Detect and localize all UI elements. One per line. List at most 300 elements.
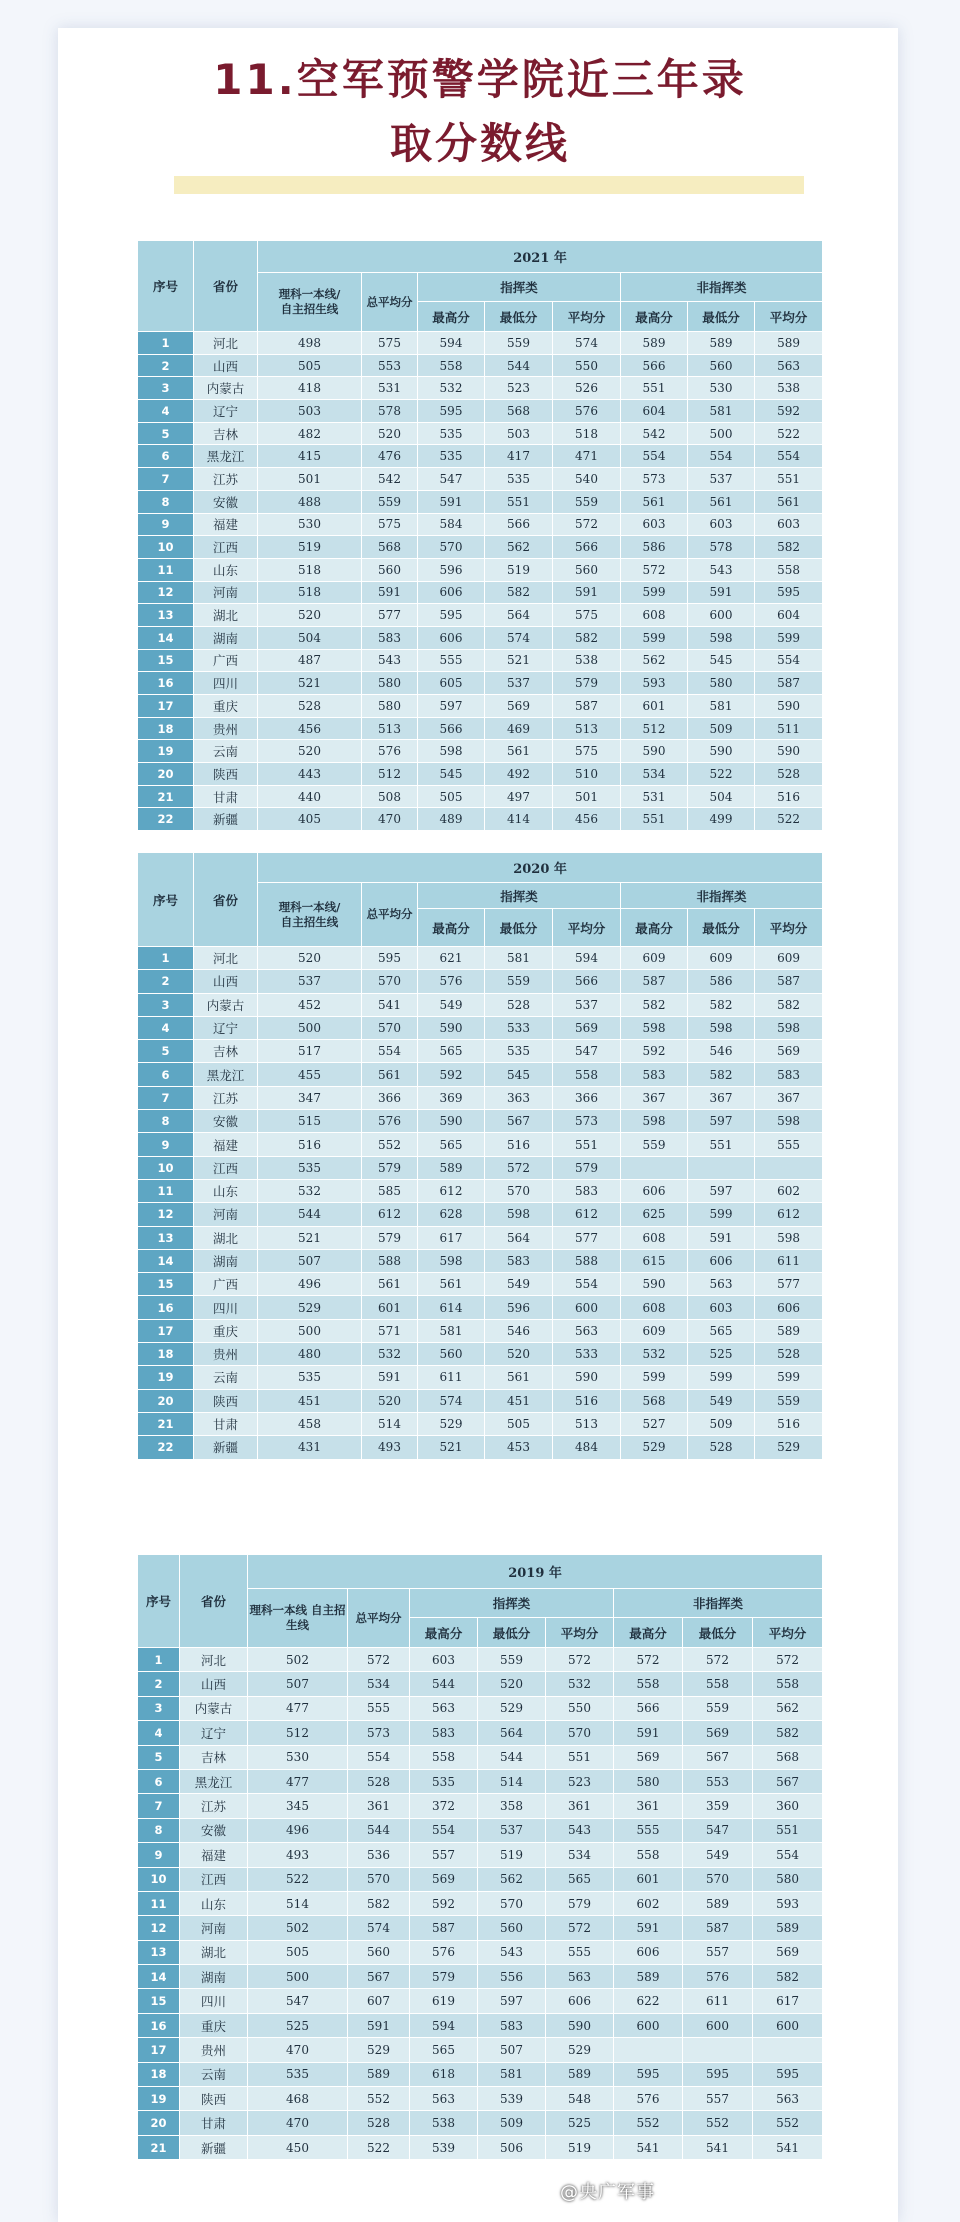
province-cell: 山东 xyxy=(180,1891,248,1915)
avg-total-cell: 366 xyxy=(362,1086,418,1109)
command-avg-cell: 576 xyxy=(553,400,621,423)
row-index-cell: 22 xyxy=(138,808,194,831)
province-cell: 湖北 xyxy=(180,1940,248,1964)
noncommand-avg-cell xyxy=(753,2038,823,2062)
command-avg-cell: 573 xyxy=(553,1110,621,1133)
command-min-cell: 581 xyxy=(485,947,553,970)
header-min: 最低分 xyxy=(485,302,553,332)
command-min-cell: 417 xyxy=(485,445,553,468)
command-min-cell: 363 xyxy=(485,1086,553,1109)
noncommand-min-cell: 557 xyxy=(683,2087,753,2111)
row-index-cell: 18 xyxy=(138,2062,180,2086)
command-max-cell: 535 xyxy=(410,1769,478,1793)
command-avg-cell: 547 xyxy=(553,1040,621,1063)
province-cell: 福建 xyxy=(194,1133,258,1156)
noncommand-avg-cell: 558 xyxy=(753,1672,823,1696)
table-row xyxy=(138,1891,823,1915)
command-avg-cell: 526 xyxy=(553,377,621,400)
command-max-cell: 612 xyxy=(418,1179,485,1202)
line-score-cell: 502 xyxy=(248,1648,348,1672)
province-cell: 重庆 xyxy=(180,2013,248,2037)
row-index-cell: 19 xyxy=(138,2087,180,2111)
command-min-cell: 358 xyxy=(478,1794,546,1818)
row-index-cell: 3 xyxy=(138,377,194,400)
noncommand-max-cell: 558 xyxy=(614,1672,683,1696)
avg-total-cell: 576 xyxy=(362,740,418,763)
command-max-cell: 574 xyxy=(418,1389,485,1412)
province-cell: 河南 xyxy=(194,581,258,604)
avg-total-cell: 577 xyxy=(362,604,418,627)
province-cell: 四川 xyxy=(194,1296,258,1319)
row-index-cell: 9 xyxy=(138,513,194,536)
avg-total-cell: 561 xyxy=(362,1273,418,1296)
noncommand-min-cell: 581 xyxy=(688,400,755,423)
command-min-cell: 492 xyxy=(485,763,553,786)
line-score-cell: 514 xyxy=(248,1891,348,1915)
table-row xyxy=(138,1086,823,1109)
line-score-cell: 525 xyxy=(248,2013,348,2037)
row-index-cell: 13 xyxy=(138,1940,180,1964)
command-avg-cell: 523 xyxy=(546,1769,614,1793)
header-min: 最低分 xyxy=(478,1618,546,1648)
avg-total-cell: 543 xyxy=(362,649,418,672)
line-score-cell: 518 xyxy=(258,581,362,604)
line-score-cell: 532 xyxy=(258,1179,362,1202)
noncommand-avg-cell: 599 xyxy=(755,1366,823,1389)
noncommand-min-cell: 559 xyxy=(683,1696,753,1720)
noncommand-max-cell: 608 xyxy=(621,604,688,627)
command-max-cell: 547 xyxy=(418,468,485,491)
table-row xyxy=(138,445,823,468)
table-row xyxy=(138,1916,823,1940)
noncommand-min-cell: 569 xyxy=(683,1721,753,1745)
row-index-cell: 15 xyxy=(138,1989,180,2013)
table-row xyxy=(138,1156,823,1179)
noncommand-min-cell: 599 xyxy=(688,1203,755,1226)
command-max-cell: 489 xyxy=(418,808,485,831)
command-avg-cell: 366 xyxy=(553,1086,621,1109)
command-max-cell: 614 xyxy=(418,1296,485,1319)
noncommand-min-cell: 582 xyxy=(688,993,755,1016)
noncommand-avg-cell: 559 xyxy=(755,1389,823,1412)
province-cell: 湖南 xyxy=(194,1249,258,1272)
command-max-cell: 529 xyxy=(418,1412,485,1435)
command-avg-cell: 587 xyxy=(553,695,621,718)
avg-total-cell: 544 xyxy=(348,1818,410,1842)
noncommand-min-cell: 509 xyxy=(688,1412,755,1435)
command-max-cell: 587 xyxy=(410,1916,478,1940)
command-min-cell: 529 xyxy=(478,1696,546,1720)
header-avg: 平均分 xyxy=(755,909,823,947)
header-max: 最高分 xyxy=(621,909,688,947)
command-max-cell: 558 xyxy=(418,354,485,377)
command-max-cell: 592 xyxy=(418,1063,485,1086)
line-score-cell: 544 xyxy=(258,1203,362,1226)
command-avg-cell: 591 xyxy=(553,581,621,604)
command-max-cell: 561 xyxy=(418,1273,485,1296)
noncommand-avg-cell: 367 xyxy=(755,1086,823,1109)
noncommand-avg-cell xyxy=(755,1156,823,1179)
noncommand-max-cell: 603 xyxy=(621,513,688,536)
command-max-cell: 579 xyxy=(410,1965,478,1989)
province-cell: 江苏 xyxy=(194,1086,258,1109)
noncommand-max-cell: 582 xyxy=(621,993,688,1016)
command-min-cell: 503 xyxy=(485,422,553,445)
table-row xyxy=(138,536,823,559)
noncommand-max-cell: 599 xyxy=(621,1366,688,1389)
command-min-cell: 568 xyxy=(485,400,553,423)
row-index-cell: 14 xyxy=(138,626,194,649)
noncommand-min-cell: 551 xyxy=(688,1133,755,1156)
command-avg-cell: 569 xyxy=(553,1016,621,1039)
province-cell: 江西 xyxy=(180,1867,248,1891)
noncommand-min-cell: 367 xyxy=(688,1086,755,1109)
noncommand-min-cell: 522 xyxy=(688,763,755,786)
avg-total-cell: 588 xyxy=(362,1249,418,1272)
command-min-cell: 598 xyxy=(485,1203,553,1226)
table-row xyxy=(138,377,823,400)
noncommand-avg-cell: 522 xyxy=(755,808,823,831)
line-score-cell: 482 xyxy=(258,422,362,445)
line-score-cell: 456 xyxy=(258,717,362,740)
table-row xyxy=(138,604,823,627)
line-score-cell: 487 xyxy=(258,649,362,672)
noncommand-min-cell: 563 xyxy=(688,1273,755,1296)
command-avg-cell: 361 xyxy=(546,1794,614,1818)
command-avg-cell: 471 xyxy=(553,445,621,468)
avg-total-cell: 520 xyxy=(362,422,418,445)
command-min-cell: 559 xyxy=(485,332,553,355)
row-index-cell: 8 xyxy=(138,1818,180,1842)
table-row xyxy=(138,1203,823,1226)
line-score-cell: 547 xyxy=(248,1989,348,2013)
command-max-cell: 606 xyxy=(418,626,485,649)
line-score-cell: 503 xyxy=(258,400,362,423)
header-line: 理科一本线/ 自主招生线 xyxy=(258,883,362,947)
avg-total-cell: 514 xyxy=(362,1412,418,1435)
province-cell: 福建 xyxy=(180,1843,248,1867)
table-row xyxy=(138,785,823,808)
line-score-cell: 496 xyxy=(248,1818,348,1842)
command-avg-cell: 525 xyxy=(546,2111,614,2135)
row-index-cell: 20 xyxy=(138,763,194,786)
noncommand-min-cell: 582 xyxy=(688,1063,755,1086)
command-avg-cell: 563 xyxy=(553,1319,621,1342)
command-min-cell: 535 xyxy=(485,468,553,491)
command-avg-cell: 518 xyxy=(553,422,621,445)
line-score-cell: 517 xyxy=(258,1040,362,1063)
line-score-cell: 458 xyxy=(258,1412,362,1435)
noncommand-min-cell: 603 xyxy=(688,1296,755,1319)
line-score-cell: 507 xyxy=(258,1249,362,1272)
command-min-cell: 537 xyxy=(478,1818,546,1842)
noncommand-max-cell: 542 xyxy=(621,422,688,445)
table-row xyxy=(138,672,823,695)
header-noncommand: 非指挥类 xyxy=(614,1589,823,1618)
noncommand-min-cell: 591 xyxy=(688,581,755,604)
avg-total-cell: 580 xyxy=(362,672,418,695)
row-index-cell: 2 xyxy=(138,354,194,377)
command-min-cell: 528 xyxy=(485,993,553,1016)
command-min-cell: 564 xyxy=(485,604,553,627)
command-max-cell: 603 xyxy=(410,1648,478,1672)
noncommand-max-cell: 589 xyxy=(614,1965,683,1989)
line-score-cell: 468 xyxy=(248,2087,348,2111)
noncommand-max-cell: 561 xyxy=(621,490,688,513)
command-avg-cell: 575 xyxy=(553,740,621,763)
header-command: 指挥类 xyxy=(418,273,621,302)
row-index-cell: 6 xyxy=(138,445,194,468)
avg-total-cell: 508 xyxy=(362,785,418,808)
province-cell: 云南 xyxy=(194,740,258,763)
province-cell: 甘肃 xyxy=(194,785,258,808)
row-index-cell: 17 xyxy=(138,2038,180,2062)
noncommand-max-cell: 566 xyxy=(614,1696,683,1720)
noncommand-min-cell: 549 xyxy=(688,1389,755,1412)
command-min-cell: 544 xyxy=(485,354,553,377)
command-avg-cell: 555 xyxy=(546,1940,614,1964)
header-province: 省份 xyxy=(180,1555,248,1648)
command-min-cell: 559 xyxy=(478,1648,546,1672)
province-cell: 甘肃 xyxy=(194,1412,258,1435)
table-row xyxy=(138,1843,823,1867)
noncommand-min-cell: 567 xyxy=(683,1745,753,1769)
noncommand-max-cell: 599 xyxy=(621,581,688,604)
row-index-cell: 4 xyxy=(138,400,194,423)
command-max-cell: 596 xyxy=(418,558,485,581)
noncommand-max-cell: 625 xyxy=(621,1203,688,1226)
noncommand-min-cell: 545 xyxy=(688,649,755,672)
avg-total-cell: 583 xyxy=(362,626,418,649)
command-min-cell: 507 xyxy=(478,2038,546,2062)
avg-total-cell: 493 xyxy=(362,1436,418,1459)
header-noncommand: 非指挥类 xyxy=(621,273,823,302)
noncommand-max-cell: 622 xyxy=(614,1989,683,2013)
row-index-cell: 13 xyxy=(138,604,194,627)
row-index-cell: 19 xyxy=(138,740,194,763)
row-index-cell: 16 xyxy=(138,1296,194,1319)
noncommand-avg-cell: 602 xyxy=(755,1179,823,1202)
noncommand-max-cell: 615 xyxy=(621,1249,688,1272)
avg-total-cell: 576 xyxy=(362,1110,418,1133)
table-row xyxy=(138,354,823,377)
command-min-cell: 551 xyxy=(485,490,553,513)
noncommand-min-cell: 597 xyxy=(688,1110,755,1133)
table-row xyxy=(138,740,823,763)
province-cell: 吉林 xyxy=(194,1040,258,1063)
line-score-cell: 515 xyxy=(258,1110,362,1133)
noncommand-max-cell: 534 xyxy=(621,763,688,786)
noncommand-avg-cell: 529 xyxy=(755,1436,823,1459)
noncommand-avg-cell: 558 xyxy=(755,558,823,581)
row-index-cell: 4 xyxy=(138,1016,194,1039)
header-max: 最高分 xyxy=(418,302,485,332)
row-index-cell: 2 xyxy=(138,970,194,993)
province-cell: 吉林 xyxy=(180,1745,248,1769)
command-max-cell: 590 xyxy=(418,1016,485,1039)
province-cell: 江西 xyxy=(194,1156,258,1179)
avg-total-cell: 591 xyxy=(348,2013,410,2037)
score-table xyxy=(137,240,823,831)
line-score-cell: 452 xyxy=(258,993,362,1016)
noncommand-min-cell: 591 xyxy=(688,1226,755,1249)
line-score-cell: 505 xyxy=(248,1940,348,1964)
province-cell: 内蒙古 xyxy=(194,993,258,1016)
line-score-cell: 498 xyxy=(258,332,362,355)
header-min: 最低分 xyxy=(688,302,755,332)
noncommand-max-cell: 591 xyxy=(614,1721,683,1745)
province-cell: 辽宁 xyxy=(194,400,258,423)
avg-total-cell: 591 xyxy=(362,581,418,604)
province-cell: 安徽 xyxy=(194,1110,258,1133)
noncommand-avg-cell: 598 xyxy=(755,1110,823,1133)
title-line-2: 取分数线 xyxy=(389,119,570,168)
avg-total-cell: 612 xyxy=(362,1203,418,1226)
noncommand-max-cell: 559 xyxy=(621,1133,688,1156)
noncommand-max-cell: 590 xyxy=(621,1273,688,1296)
table-row xyxy=(138,2135,823,2159)
province-cell: 山西 xyxy=(194,354,258,377)
avg-total-cell: 568 xyxy=(362,536,418,559)
command-max-cell: 583 xyxy=(410,1721,478,1745)
noncommand-min-cell: 599 xyxy=(688,1366,755,1389)
command-min-cell: 549 xyxy=(485,1273,553,1296)
noncommand-max-cell: 573 xyxy=(621,468,688,491)
command-avg-cell: 543 xyxy=(546,1818,614,1842)
line-score-cell: 535 xyxy=(258,1366,362,1389)
table-row xyxy=(138,1133,823,1156)
line-score-cell: 537 xyxy=(258,970,362,993)
command-max-cell: 590 xyxy=(418,1110,485,1133)
table-row xyxy=(138,1745,823,1769)
line-score-cell: 520 xyxy=(258,947,362,970)
noncommand-min-cell: 587 xyxy=(683,1916,753,1940)
table-row xyxy=(138,1721,823,1745)
province-cell: 四川 xyxy=(194,672,258,695)
command-min-cell: 583 xyxy=(478,2013,546,2037)
row-index-cell: 11 xyxy=(138,1179,194,1202)
score-table xyxy=(137,852,823,1460)
table-row xyxy=(138,1818,823,1842)
command-avg-cell: 559 xyxy=(553,490,621,513)
line-score-cell: 480 xyxy=(258,1343,362,1366)
noncommand-max-cell: 595 xyxy=(614,2062,683,2086)
table-row xyxy=(138,513,823,536)
command-max-cell: 595 xyxy=(418,400,485,423)
noncommand-max-cell: 529 xyxy=(621,1436,688,1459)
command-min-cell: 535 xyxy=(485,1040,553,1063)
noncommand-avg-cell: 569 xyxy=(753,1940,823,1964)
table-row xyxy=(138,468,823,491)
noncommand-min-cell: 560 xyxy=(688,354,755,377)
line-score-cell: 451 xyxy=(258,1389,362,1412)
noncommand-avg-cell: 563 xyxy=(753,2087,823,2111)
command-max-cell: 557 xyxy=(410,1843,478,1867)
row-index-cell: 19 xyxy=(138,1366,194,1389)
table-row xyxy=(138,993,823,1016)
row-index-cell: 5 xyxy=(138,1745,180,1769)
avg-total-cell: 476 xyxy=(362,445,418,468)
province-cell: 陕西 xyxy=(180,2087,248,2111)
noncommand-max-cell: 551 xyxy=(621,808,688,831)
noncommand-min-cell: 603 xyxy=(688,513,755,536)
noncommand-avg-cell: 609 xyxy=(755,947,823,970)
table-row xyxy=(138,1769,823,1793)
command-max-cell: 576 xyxy=(418,970,485,993)
title-line-1: 11.空军预警学院近三年录 xyxy=(213,55,747,104)
noncommand-max-cell: 604 xyxy=(621,400,688,423)
command-max-cell: 594 xyxy=(418,332,485,355)
row-index-cell: 18 xyxy=(138,1343,194,1366)
command-avg-cell: 606 xyxy=(546,1989,614,2013)
header-province: 省份 xyxy=(194,241,258,332)
noncommand-avg-cell: 600 xyxy=(753,2013,823,2037)
command-min-cell: 566 xyxy=(485,513,553,536)
command-avg-cell: 583 xyxy=(553,1179,621,1202)
province-cell: 湖南 xyxy=(194,626,258,649)
noncommand-max-cell: 569 xyxy=(614,1745,683,1769)
province-cell: 广西 xyxy=(194,1273,258,1296)
province-cell: 江苏 xyxy=(194,468,258,491)
avg-total-cell: 579 xyxy=(362,1226,418,1249)
noncommand-avg-cell: 554 xyxy=(753,1843,823,1867)
avg-total-cell: 560 xyxy=(362,558,418,581)
line-score-cell: 535 xyxy=(258,1156,362,1179)
row-index-cell: 11 xyxy=(138,558,194,581)
province-cell: 贵州 xyxy=(180,2038,248,2062)
line-score-cell: 518 xyxy=(258,558,362,581)
table-2020 xyxy=(137,852,822,1460)
noncommand-min-cell: 528 xyxy=(688,1436,755,1459)
noncommand-min-cell: 504 xyxy=(688,785,755,808)
avg-total-cell: 554 xyxy=(362,1040,418,1063)
noncommand-max-cell: 589 xyxy=(621,332,688,355)
noncommand-min-cell: 581 xyxy=(688,695,755,718)
noncommand-max-cell: 598 xyxy=(621,1016,688,1039)
noncommand-avg-cell: 554 xyxy=(755,445,823,468)
line-score-cell: 507 xyxy=(248,1672,348,1696)
line-score-cell: 500 xyxy=(258,1016,362,1039)
avg-total-cell: 532 xyxy=(362,1343,418,1366)
province-cell: 河北 xyxy=(194,947,258,970)
noncommand-max-cell: 599 xyxy=(621,626,688,649)
province-cell: 新疆 xyxy=(194,1436,258,1459)
table-row xyxy=(138,1436,823,1459)
noncommand-avg-cell: 617 xyxy=(753,1989,823,2013)
noncommand-avg-cell: 590 xyxy=(755,695,823,718)
avg-total-cell: 528 xyxy=(348,2111,410,2135)
province-cell: 江西 xyxy=(194,536,258,559)
line-score-cell: 450 xyxy=(248,2135,348,2159)
command-avg-cell: 513 xyxy=(553,717,621,740)
line-score-cell: 496 xyxy=(258,1273,362,1296)
noncommand-avg-cell: 583 xyxy=(755,1063,823,1086)
noncommand-avg-cell: 522 xyxy=(755,422,823,445)
province-cell: 湖南 xyxy=(180,1965,248,1989)
command-avg-cell: 533 xyxy=(553,1343,621,1366)
command-avg-cell: 534 xyxy=(546,1843,614,1867)
noncommand-min-cell: 558 xyxy=(683,1672,753,1696)
row-index-cell: 21 xyxy=(138,1412,194,1435)
table-row xyxy=(138,558,823,581)
noncommand-min-cell: 570 xyxy=(683,1867,753,1891)
command-avg-cell: 538 xyxy=(553,649,621,672)
command-min-cell: 545 xyxy=(485,1063,553,1086)
command-min-cell: 514 xyxy=(478,1769,546,1793)
command-min-cell: 597 xyxy=(478,1989,546,2013)
noncommand-avg-cell: 563 xyxy=(755,354,823,377)
row-index-cell: 13 xyxy=(138,1226,194,1249)
